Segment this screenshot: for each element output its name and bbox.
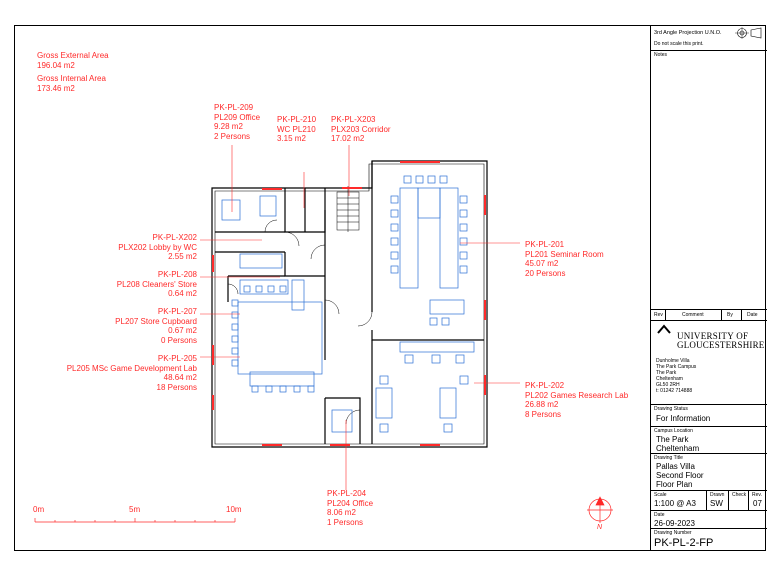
university-name-line1: UNIVERSITY OF	[677, 331, 749, 341]
north-arrow-icon	[587, 497, 613, 523]
label-pl204: PK-PL-204 PL204 Office 8.06 m2 1 Persons	[327, 489, 374, 527]
drawing-number-row: Drawing Number PK-PL-2-FP	[651, 528, 767, 551]
label-pl208: PK-PL-208 PL208 Cleaners' Store 0.64 m2	[116, 270, 197, 299]
label-plx202: PK-PL-X202 PLX202 Lobby by WC 2.55 m2	[118, 233, 197, 262]
scale-0m: 0m	[33, 505, 45, 514]
gross-external-value: 196.04 m2	[37, 60, 75, 70]
research-furniture	[332, 342, 474, 432]
label-pl205: PK-PL-205 PL205 MSc Game Development Lab 48.64 m2 18 Persons	[66, 354, 197, 392]
label-pl210: PK-PL-210 WC PL210 3.15 m2	[277, 115, 317, 144]
scale-5m: 5m	[129, 505, 141, 514]
address-block: Dunholme Villa The Park Campus The Park Cheltenham GL50 2RH t: 01242 714888	[656, 358, 697, 394]
scale-value: 1:100 @ A3	[654, 499, 696, 508]
label-pl201: PK-PL-201 PL201 Seminar Room 45.07 m2 20 Persons	[525, 240, 604, 278]
north-label: N	[597, 524, 603, 531]
drawing-status: For Information	[656, 414, 711, 423]
date-value: 26-09-2023	[654, 519, 695, 528]
drawing-title-row: Drawing Title Pallas Villa Second Floor Floor Plan	[651, 453, 767, 490]
title-block	[650, 25, 766, 551]
university-name-line2: GLOUCESTERSHIRE	[677, 340, 765, 350]
windows	[213, 162, 485, 445]
staircase	[337, 186, 359, 232]
do-not-scale-note: Do not scale this print.	[654, 41, 704, 47]
scale-row: Scale 1:100 @ A3 Drawn SW Check Rev. 07	[651, 490, 767, 510]
scale-bar	[35, 518, 235, 522]
label-plx203: PK-PL-X203 PLX203 Corridor 17.02 m2	[331, 115, 391, 144]
university-logo-icon	[657, 324, 671, 334]
label-pl207: PK-PL-207 PL207 Store Cupboard 0.67 m2 0 Persons	[115, 307, 197, 345]
seminar-furniture	[391, 176, 467, 325]
drawing-status-row: Drawing Status For Information	[651, 404, 767, 426]
scale-10m: 10m	[226, 505, 242, 514]
label-pl209: PK-PL-209 PL209 Office 9.28 m2 2 Persons	[214, 103, 261, 141]
door-swings	[228, 220, 372, 424]
notes-label: Notes	[654, 52, 668, 58]
projection-symbol-icon	[735, 27, 763, 39]
gross-internal-label: Gross Internal Area	[37, 74, 106, 84]
campus-location-row: Campus Location The Park Cheltenham	[651, 426, 767, 453]
gross-external-label: Gross External Area	[37, 51, 109, 60]
gross-internal-value: 173.46 m2	[37, 83, 75, 93]
projection-note: 3rd Angle Projection U.N.O.	[654, 30, 722, 36]
lab-furniture	[222, 196, 322, 392]
date-row: Date 26-09-2023	[651, 510, 767, 528]
drawing-number: PK-PL-2-FP	[654, 537, 714, 549]
label-pl202: PK-PL-202 PL202 Games Research Lab 26.88 m2 8 Persons	[525, 381, 629, 419]
revision-header: Rev Comment By Date	[651, 309, 767, 320]
